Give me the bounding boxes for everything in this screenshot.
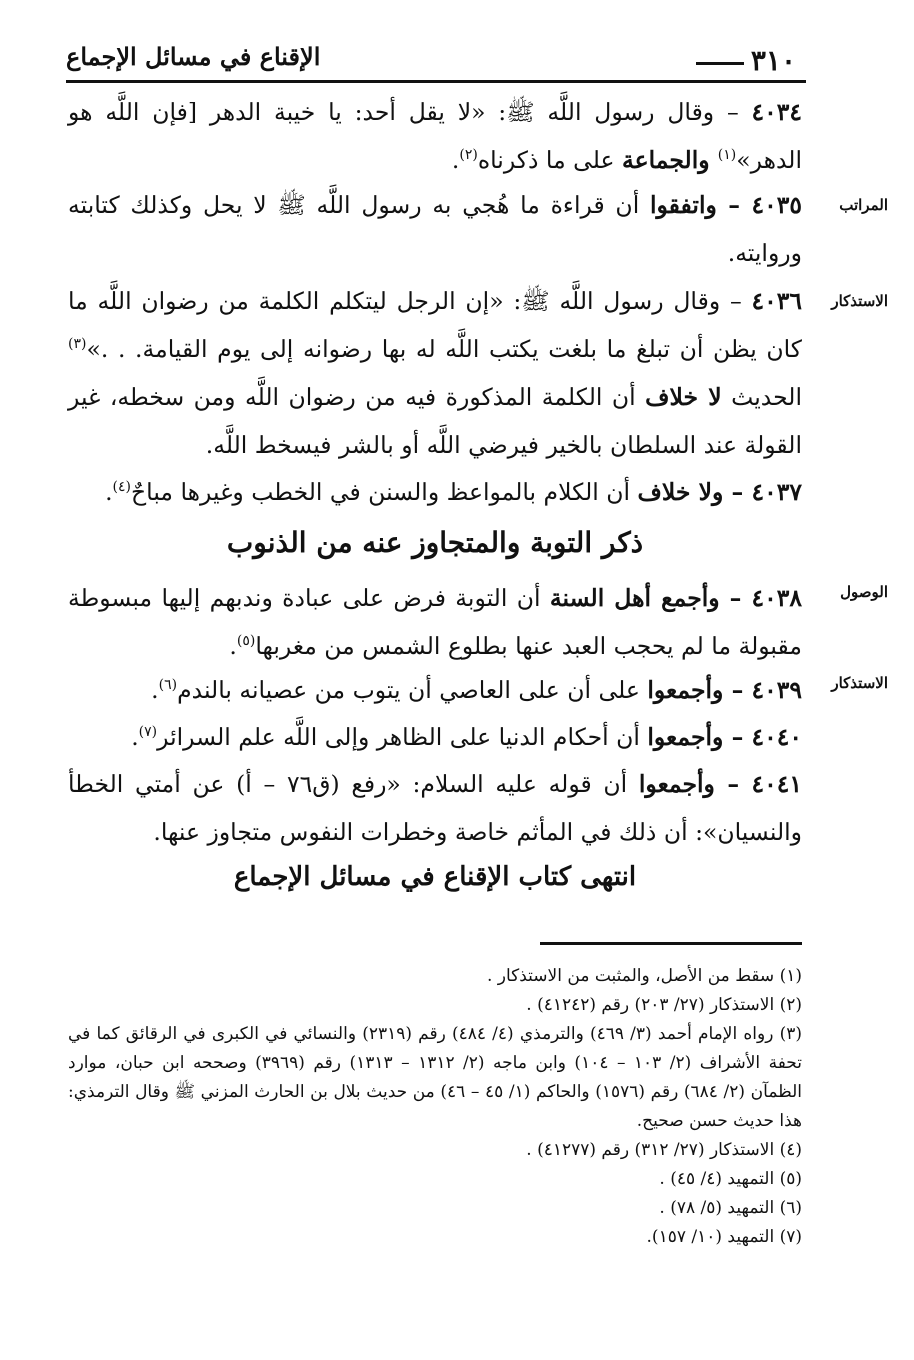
page-number: ٣١٠ <box>750 44 796 77</box>
entry-text: أن الكلام بالمواعظ والسنن في الخطب وغيرها مباحٌ <box>131 478 638 506</box>
footnote-ref: (٦) <box>158 677 178 694</box>
entry-number: ٤٠٣٥ <box>751 191 802 219</box>
entry-text: . <box>451 146 460 174</box>
entry-4035 <box>68 181 802 277</box>
entry-text: أن قراءة ما هُجي به رسول اللَّه ﷺ لا يحل وكذلك كتابته وروايته. <box>68 191 802 267</box>
entry-bold-text: – وأجمعوا <box>638 770 752 798</box>
entry-text: أن قوله عليه السلام: «رفع (ق٧٦ – أ) عن أمتي الخطأ والنسيان»: أن ذلك في المأثم خاصة وخطرات النفوس متجاوز عنها. <box>68 770 802 846</box>
entry-number: ٤٠٣٤ <box>751 98 802 126</box>
entry-text: . <box>131 723 139 751</box>
entry-4034 <box>68 88 802 184</box>
footnote-7: (٧) التمهيد (١٠/ ١٥٧). <box>646 1227 802 1247</box>
entry-bold-text: – وأجمعوا <box>647 676 752 704</box>
entry-number: ٤٠٤٠ <box>751 723 802 751</box>
page-number-dash <box>696 62 744 65</box>
entry-4040 <box>68 713 802 761</box>
margin-label-istidhkar-2: الاستذكار <box>831 674 888 692</box>
end-of-book-line: انتهى كتاب الإقناع في مسائل الإجماع <box>233 862 637 892</box>
entry-number: ٤٠٤١ <box>751 770 802 798</box>
entry-number: ٤٠٣٩ <box>751 676 802 704</box>
footnote-ref: (٧) <box>138 724 158 741</box>
footnote-ref: (٢) <box>459 147 478 164</box>
entry-bold-text: والجماعة <box>622 146 718 174</box>
footnote-ref: (٥) <box>236 633 256 650</box>
entry-text: أن التوبة فرض على عبادة وندبهم إليها مبسوطة مقبولة ما لم يحجب العبد عنها بطلوع الشمس من مغربها <box>68 584 802 660</box>
footnote-ref: (٤) <box>112 479 132 496</box>
entry-number: ٤٠٣٨ <box>751 584 802 612</box>
entry-text: . <box>151 676 159 704</box>
entry-bold-text: – وأجمع أهل السنة <box>549 584 752 612</box>
footnote-1: (١) سقط من الأصل، والمثبت من الاستذكار . <box>486 966 802 986</box>
entry-4041 <box>68 760 802 856</box>
entry-bold-text: – وأجمعوا <box>647 723 752 751</box>
entry-text: الحديث <box>721 383 802 411</box>
header-rule <box>66 80 806 83</box>
entry-text: على أن على العاصي أن يتوب من عصيانه بالندم <box>177 676 648 704</box>
entry-text: . <box>229 632 237 660</box>
entry-text: على ما ذكرناه <box>477 146 622 174</box>
entry-number: ٤٠٣٦ <box>751 287 802 315</box>
footnote-2: (٢) الاستذكار (٢٧/ ٢٠٣) رقم (٤١٢٤٢) . <box>526 995 802 1015</box>
footnote-ref: (١) <box>717 147 737 164</box>
footnote-ref: (٣) <box>68 336 87 353</box>
entry-4039 <box>68 666 802 714</box>
margin-label-maratib: المراتب <box>839 196 888 214</box>
entry-text: – وقال رسول اللَّه ﷺ: «لا يقل أحد: يا خيبة الدهر [فإن اللَّه هو الدهر» <box>68 98 802 174</box>
footnote-6: (٦) التمهيد (٥/ ٧٨) . <box>659 1198 802 1218</box>
entry-number: ٤٠٣٧ <box>751 478 802 506</box>
entry-bold-text: – ولا خلاف <box>637 478 752 506</box>
footnote-5: (٥) التمهيد (٤/ ٤٥) . <box>659 1169 802 1189</box>
entry-4037 <box>68 468 802 516</box>
entry-text: – وقال رسول اللَّه ﷺ: «إن الرجل ليتكلم الكلمة من رضوان اللَّه ما كان يظن أن تبلغ ما بلغت يكتب اللَّه له بها رضوانه إلى يوم القيامة. . .» <box>68 287 802 363</box>
entry-4036 <box>68 277 802 469</box>
entry-bold-text: لا خلاف <box>645 383 722 411</box>
margin-label-wusul: الوصول <box>840 583 888 601</box>
section-heading: ذكر التوبة والمتجاوز عنه من الذنوب <box>226 526 644 559</box>
footnote-separator <box>540 942 802 945</box>
footnote-4: (٤) الاستذكار (٢٧/ ٣١٢) رقم (٤١٢٧٧) . <box>526 1140 802 1160</box>
entry-4038 <box>68 574 802 670</box>
margin-label-istidhkar: الاستذكار <box>831 292 888 310</box>
entry-text: أن أحكام الدنيا على الظاهر وإلى اللَّه علم السرائر <box>157 723 648 751</box>
entry-text: أن الكلمة المذكورة فيه من رضوان اللَّه ومن سخطه، غير القولة عند السلطان بالخير فيرضي اللَّه أو بالشر فيسخط اللَّه. <box>68 383 802 459</box>
footnotes <box>68 962 802 1252</box>
footnote-3: (٣) رواه الإمام أحمد (٣/ ٤٦٩) والترمذي (٤/ ٤٨٤) رقم (٢٣١٩) والنسائي في الكبرى في الرقائق كما في تحفة الأشراف (٢/ ١٠٣ – ١٠٤) وابن ماجه (٢/ ١٣١٢ – ١٣١٣) رقم (٣٩٦٩) وصححه ابن حبان، موارد الظمآن (٢/ ٦٨٤) رقم (١٥٧٦) والحاكم (١/ ٤٥ – ٤٦) من حديث بلال بن الحارث المزني ﷺ وقال الترمذي: هذا حديث حسن صحيح. <box>68 1024 802 1131</box>
entry-bold-text: – واتفقوا <box>649 191 752 219</box>
entry-text: . <box>105 478 113 506</box>
running-header-title: الإقناع في مسائل الإجماع <box>66 42 321 71</box>
